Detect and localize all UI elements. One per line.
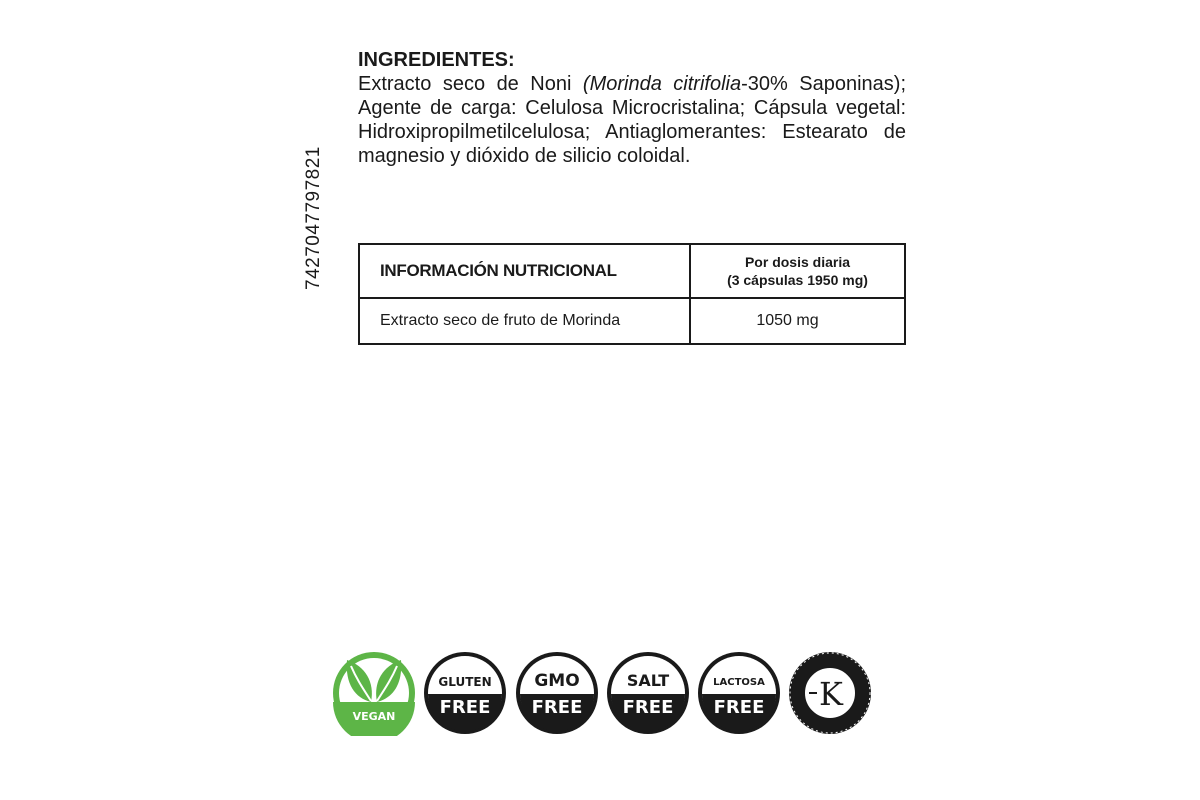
kosher-seal-icon: [787, 650, 873, 736]
ingredients-latin-name: (Morinda citrifolia: [582, 73, 742, 95]
nutrition-header-dose-line2: (3 cápsulas 1950 mg): [727, 272, 868, 288]
salt-free-badge: [605, 650, 691, 736]
nutrition-row-value: 1050 mg: [690, 298, 905, 344]
gmo-free-badge: [514, 650, 600, 736]
kosher-letter: K: [819, 675, 843, 713]
barcode-number: 7427047797821: [303, 146, 324, 290]
lactosa-free-label: FREE: [713, 697, 765, 718]
nutrition-table-header: [359, 244, 905, 298]
table-row: [359, 298, 905, 344]
gluten-free-icon: [422, 650, 508, 736]
gluten-label: GLUTEN: [438, 675, 492, 689]
ingredients-section: [358, 48, 906, 168]
lactosa-label: LACTOSA: [713, 677, 765, 688]
lactosa-free-icon: [696, 650, 782, 736]
gluten-free-badge: [422, 650, 508, 736]
kosher-seal: [787, 650, 873, 736]
gluten-free-label: FREE: [439, 697, 491, 718]
gmo-free-icon: [514, 650, 600, 736]
nutrition-header-dose: [690, 244, 905, 298]
ingredients-text-part2: -30% Saponinas); Agente de carga: Celulosa Microcristalina; Cápsula vegetal: Hidroxipropilmetilcelulosa; Antiaglomerantes: Estearato de magnesio y dióxido de silicio coloidal.: [358, 73, 906, 167]
vegan-badge: [331, 650, 417, 736]
nutrition-table: [358, 243, 906, 345]
lactosa-free-badge: [696, 650, 782, 736]
gmo-free-label: FREE: [531, 697, 583, 718]
nutrition-row-name: Extracto seco de fruto de Morinda: [359, 298, 690, 344]
salt-label: SALT: [626, 671, 670, 690]
ingredients-text-part1: Extracto seco de Noni: [358, 73, 583, 95]
salt-free-label: FREE: [622, 697, 674, 718]
nutrition-header-title: INFORMACIÓN NUTRICIONAL: [359, 244, 690, 298]
nutrition-header-dose-line1: Por dosis diaria: [744, 254, 851, 270]
ingredients-text: [358, 72, 906, 168]
vegan-label: VEGAN: [352, 710, 396, 723]
ingredients-heading: INGREDIENTES:: [358, 49, 515, 71]
gmo-label: GMO: [534, 671, 580, 691]
vegan-icon: [331, 650, 417, 736]
salt-free-icon: [605, 650, 691, 736]
